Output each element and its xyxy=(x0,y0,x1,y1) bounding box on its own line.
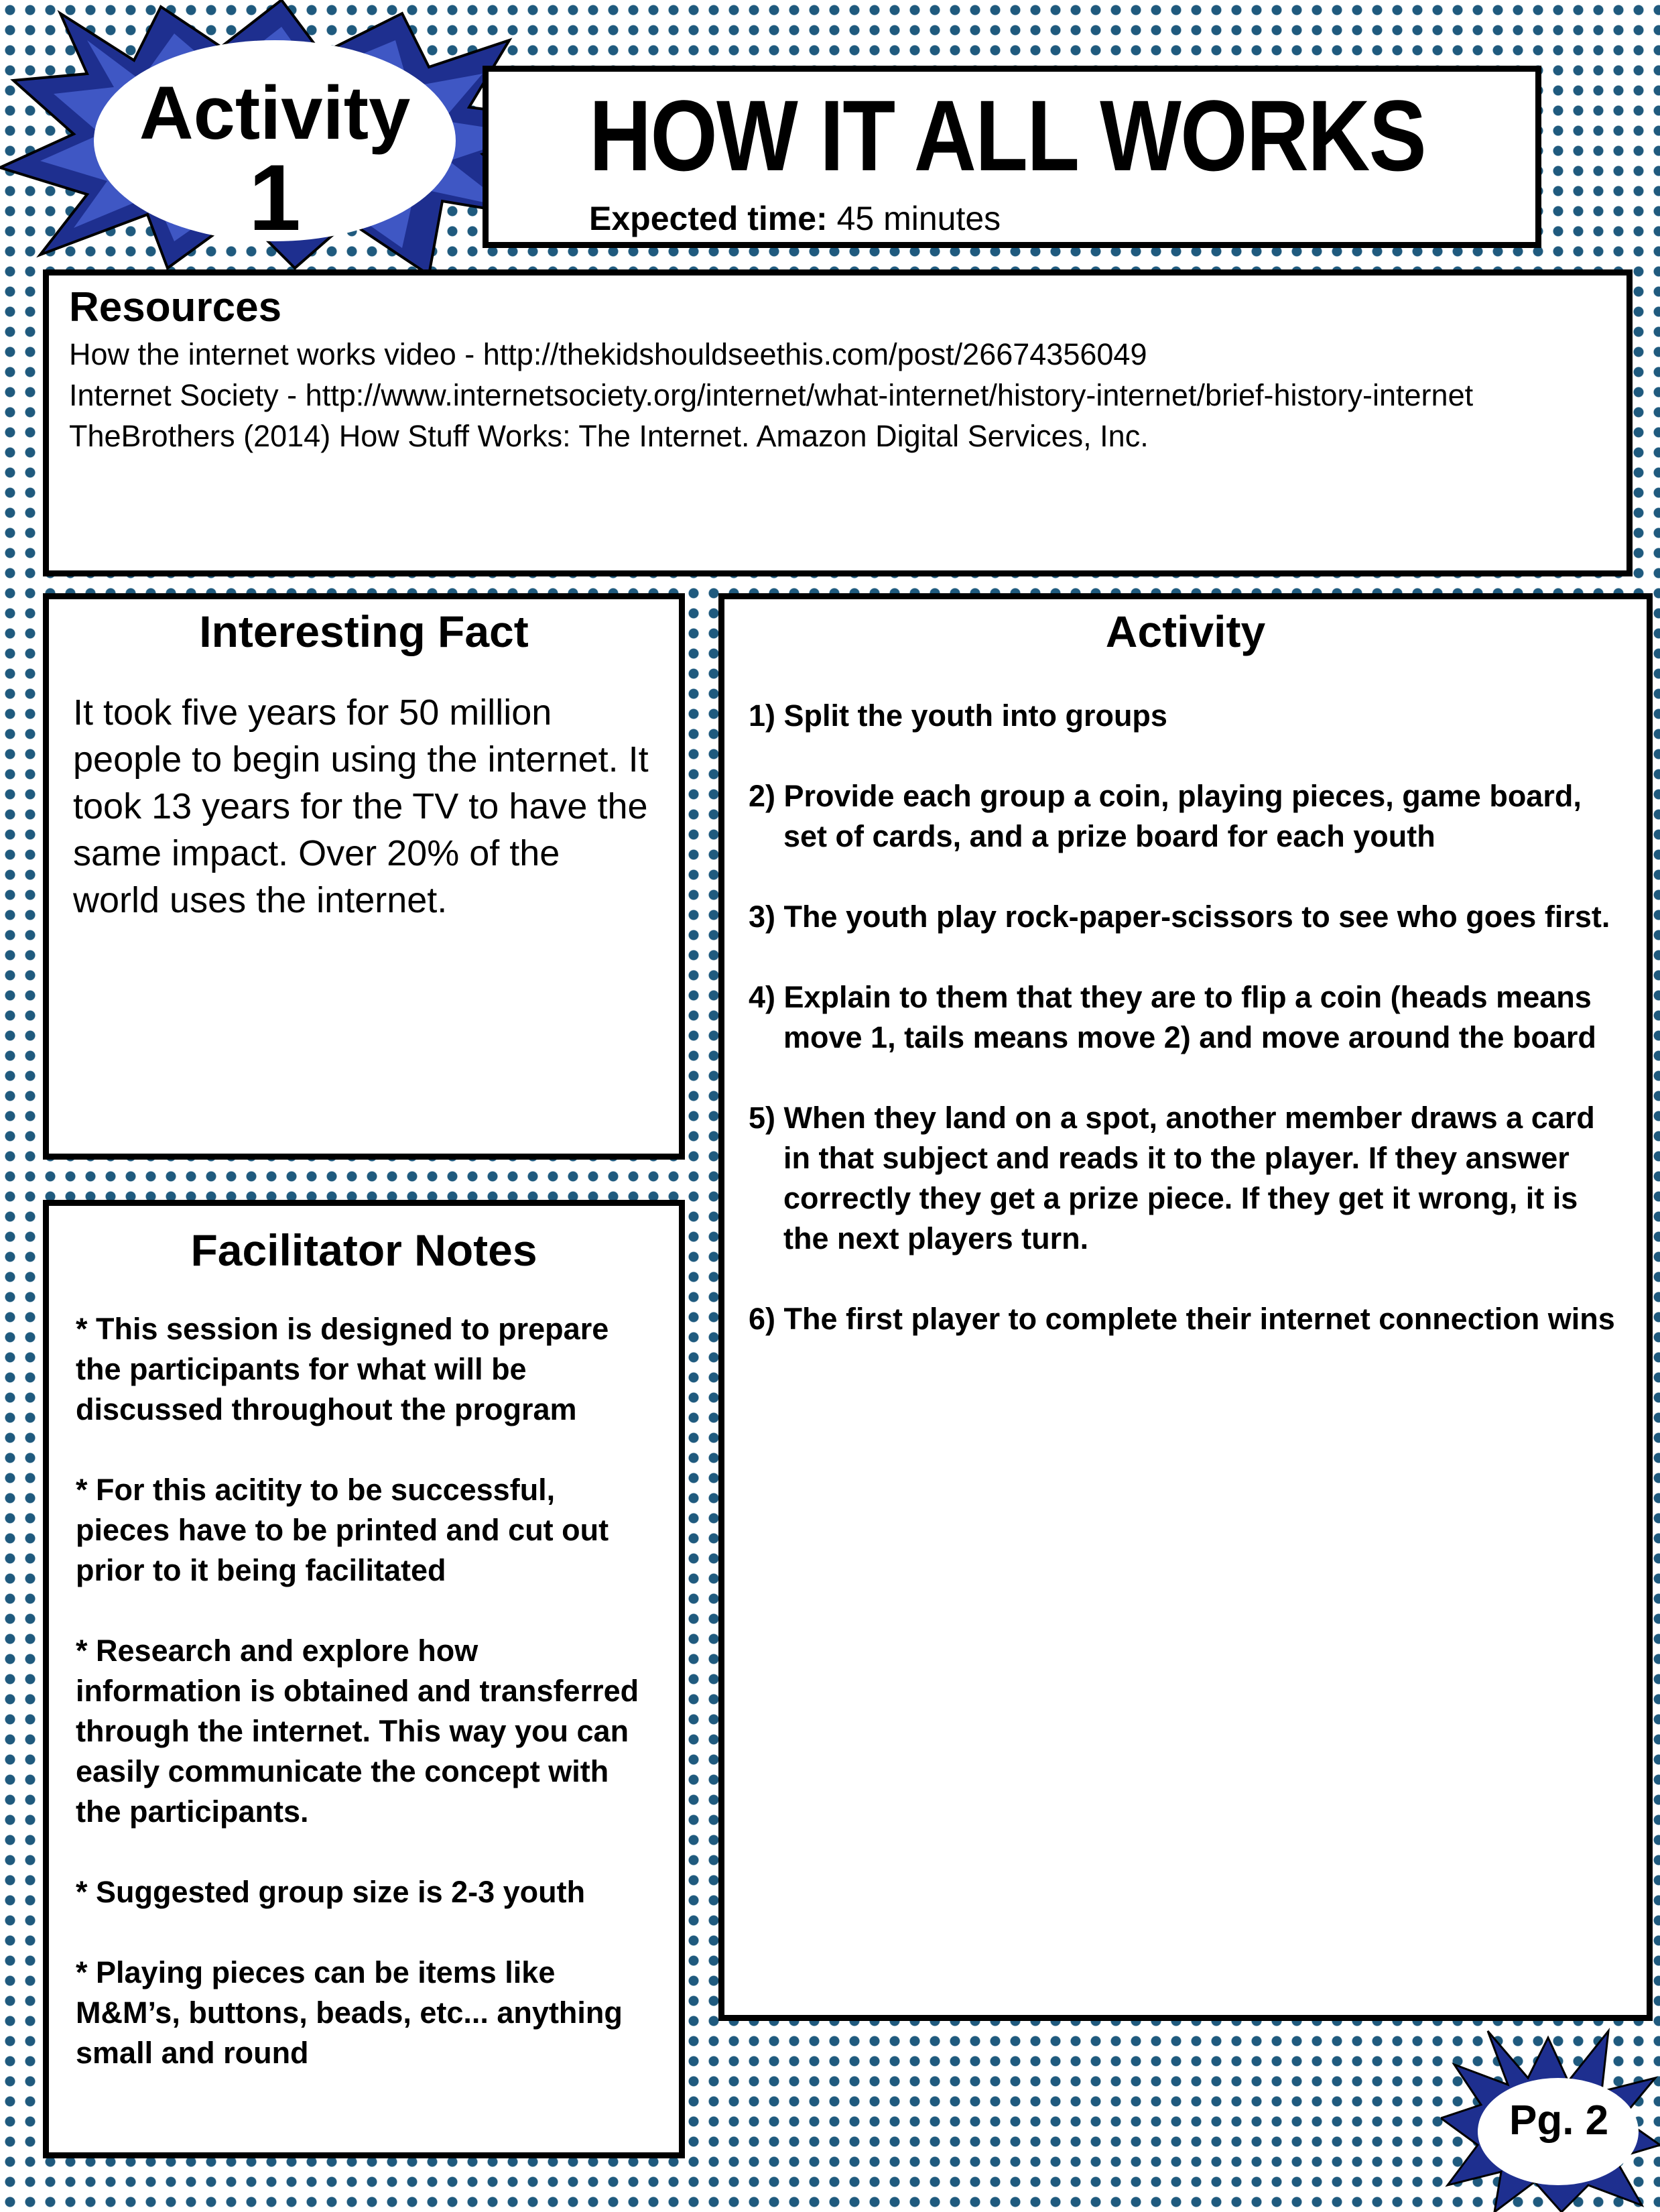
activity-number: 1 xyxy=(249,145,301,250)
activity-label: Activity xyxy=(139,71,411,155)
interesting-fact-text: It took five years for 50 million people to begin using the internet. It took 13 years for the TV to have the same impact. Over 20% of the world uses the internet. xyxy=(73,692,649,920)
page-number: Pg. 2 xyxy=(1509,2097,1609,2144)
activity-heading: Activity xyxy=(1105,607,1266,656)
facilitator-note: * For this acitity to be successful, pieces have to be printed and cut out prior to it being facilitated xyxy=(76,1473,609,1587)
facilitator-notes-heading: Facilitator Notes xyxy=(190,1225,537,1275)
activity-step: 2) Provide each group a coin, playing pieces, game board, set of cards, and a prize board for each youth xyxy=(749,779,1582,853)
facilitator-note: * This session is designed to prepare the participants for what will be discussed throughout the program xyxy=(76,1312,609,1426)
expected-time-label: Expected time: xyxy=(589,200,828,237)
page-title: HOW IT ALL WORKS xyxy=(589,79,1425,192)
resources-box xyxy=(43,269,1633,576)
expected-time xyxy=(589,199,1001,238)
activity-step: 5) When they land on a spot, another member draws a card in that subject and reads it to the player. If they answer correctly they get a prize piece. If they get it wrong, it is the next players turn. xyxy=(749,1101,1595,1255)
facilitator-note: * Research and explore how information is obtained and transferred through the internet. This way you can easily communicate the concept with the participants. xyxy=(76,1634,639,1829)
title-box xyxy=(483,66,1541,248)
activity-step: 3) The youth play rock-paper-scissors to see who goes first. xyxy=(749,900,1610,934)
facilitator-notes-box xyxy=(43,1200,685,2158)
resource-item: TheBrothers (2014) How Stuff Works: The Internet. Amazon Digital Services, Inc. xyxy=(69,419,1149,453)
activity-box xyxy=(718,593,1653,2021)
interesting-fact-heading: Interesting Fact xyxy=(199,607,529,656)
expected-time-value: 45 minutes xyxy=(836,200,1001,237)
activity-step: 4) Explain to them that they are to flip a coin (heads means move 1, tails means move 2) and move around the board xyxy=(749,980,1596,1054)
resources-heading: Resources xyxy=(69,284,282,330)
resource-item: How the internet works video - http://thekidshouldseethis.com/post/26674356049 xyxy=(69,337,1147,371)
facilitator-note: * Playing pieces can be items like M&M’s, buttons, beads, etc... anything small and round xyxy=(76,1955,623,2070)
facilitator-note: * Suggested group size is 2-3 youth xyxy=(76,1875,586,1909)
interesting-fact-box xyxy=(43,593,685,1160)
resource-item: Internet Society - http://www.internetsociety.org/internet/what-internet/history-internet/brief-history-internet xyxy=(69,378,1474,412)
activity-step: 6) The first player to complete their internet connection wins xyxy=(749,1302,1615,1336)
activity-step: 1) Split the youth into groups xyxy=(749,698,1167,733)
